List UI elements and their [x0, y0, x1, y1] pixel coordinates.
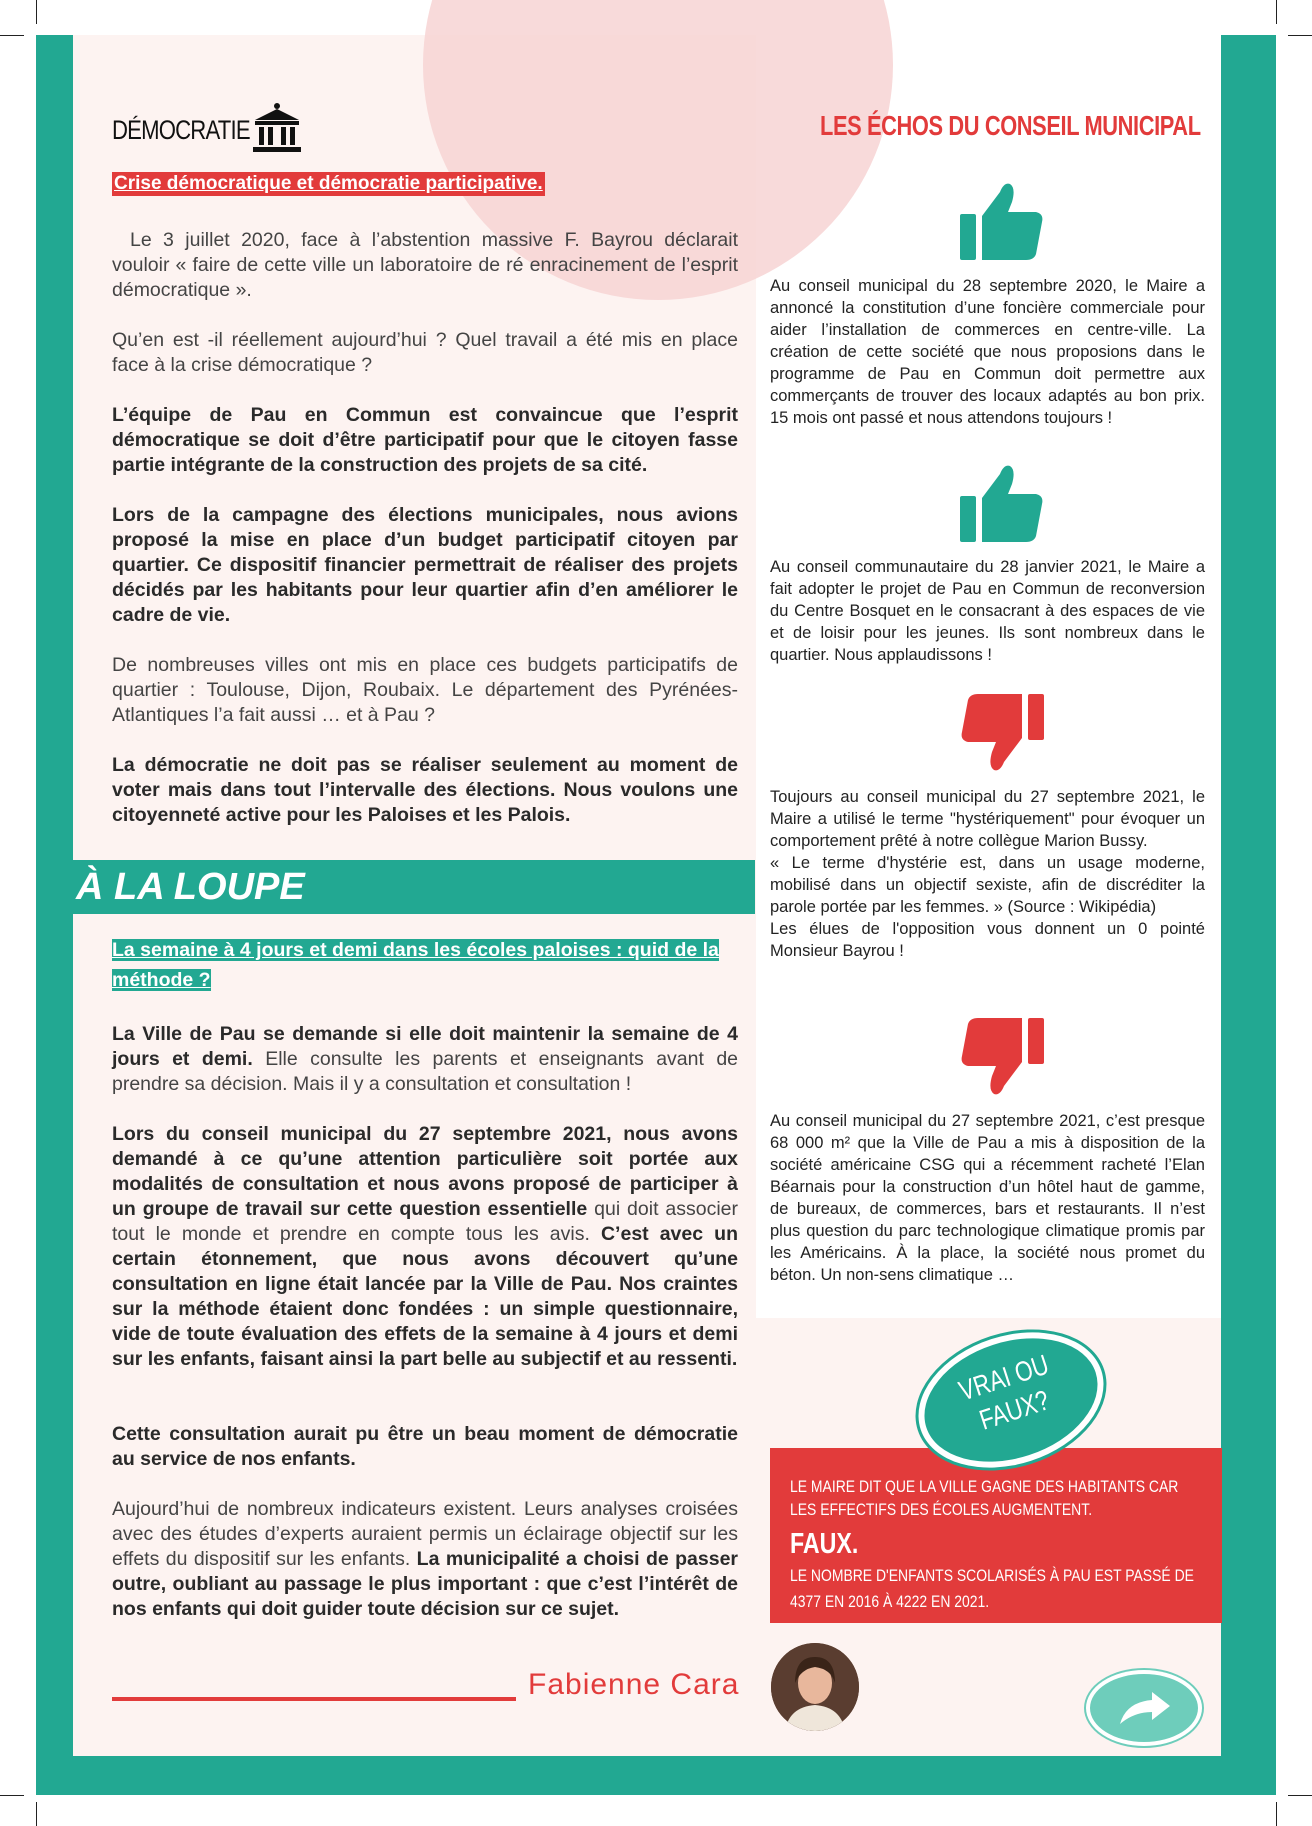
echo-text: Au conseil municipal du 27 septembre 2021, c’est presque 68 000 m² que la Ville de Pau a mis à disposition de la société américaine CSG qui a récemment racheté l’Elan Béarnais pour la construction d’un hôtel haut de gamme, de bureaux, de commerces, bars et restaurants. Il n’est plus question du parc technologique climatique promis par les Américains. À la place, la société nous promet du béton. Un non-sens climatique …: [770, 1112, 1205, 1284]
highlight-loupe: [112, 935, 740, 995]
text: Elle consulte les parents et enseignants avant de prendre sa décision. Mais il y a consultation et consultation !: [112, 1048, 739, 1095]
text-bold: La municipalité a choisi de passer outre, oubliant au passage le plus important : que c’est l’intérêt de nos enfants qui doit guider toute décision sur ce sujet.: [112, 1548, 738, 1620]
portrait-image: [771, 1643, 859, 1731]
thumbs-down-icon: [960, 692, 1044, 774]
paragraph-bold: L’équipe de Pau en Commun est convaincue que l’esprit démocratique se doit d’être participatif pour que le citoyen fasse partie intégrante de la construction des projets de sa cité.: [112, 404, 738, 476]
section-title-democratie: DÉMOCRATIE: [112, 115, 250, 145]
crop-mark: [1276, 1802, 1277, 1826]
text-bold: C’est avec un certain étonnement, que nous avons découvert qu’une consultation en ligne était lancée par la Ville de Pau. Nos craintes sur la méthode étaient donc fondées : un simple questionnaire, vide de toute évaluation des effets de la semaine à 4 jours et demi sur les enfants, faisant ainsi la part belle au subjectif et au ressenti.: [112, 1223, 738, 1370]
paragraph-bold: Cette consultation aurait pu être un beau moment de démocratie au service de nos enfants.: [112, 1423, 738, 1470]
highlight-democratie: Crise démocratique et démocratie participative.: [114, 173, 543, 194]
paragraph: [112, 1497, 738, 1622]
paragraph: [112, 1122, 738, 1372]
crop-mark: [36, 0, 37, 24]
loupe-title: À LA LOUPE: [76, 866, 305, 908]
text: qui doit associer tout le monde et prendre en compte tous les avis.: [112, 1198, 738, 1245]
paragraph: Qu’en est -il réellement aujourd’hui ? Quel travail a été mis en place face à la crise démocratique ?: [112, 329, 738, 376]
thumbs-down-icon: [960, 1016, 1044, 1098]
crop-mark: [36, 1802, 37, 1826]
signature-line: [112, 1697, 516, 1701]
echos-title: LES ÉCHOS DU CONSEIL MUNICIPAL: [820, 110, 1201, 141]
crop-mark: [0, 35, 24, 36]
thumbs-up-icon: [960, 180, 1044, 262]
crop-mark: [1288, 1795, 1312, 1796]
vrai-faux-answer: LE NOMBRE D'ENFANTS SCOLARISÉS À PAU EST PASSÉ DE 4377 EN 2016 À 4222 EN 2021.: [790, 1566, 1194, 1611]
arrow-right-icon: [1086, 1670, 1202, 1746]
crop-mark: [0, 1795, 24, 1796]
building-columns-icon: [253, 102, 301, 154]
vrai-faux-badge-text: VRAI OU FAUX?: [955, 1348, 1053, 1436]
vrai-faux-question: LE MAIRE DIT QUE LA VILLE GAGNE DES HABITANTS CAR LES EFFECTIFS DES ÉCOLES AUGMENTENT.: [790, 1477, 1179, 1519]
paragraph-bold: Lors de la campagne des élections municipales, nous avions proposé la mise en place d’un budget participatif citoyen par quartier. Ce dispositif financier permettrait de réaliser des projets décidés par les habitants pour leur quartier afin d’en améliorer le cadre de vie.: [112, 504, 738, 626]
paragraph: Le 3 juillet 2020, face à l’abstention massive F. Bayrou déclarait vouloir « faire de cette ville un laboratoire de ré enracinement de l’esprit démocratique ».: [112, 229, 738, 301]
vrai-faux-verdict: FAUX.: [790, 1528, 859, 1560]
text-bold: La Ville de Pau se demande si elle doit maintenir la semaine de 4 jours et demi.: [112, 1023, 738, 1070]
signature: Fabienne Cara: [528, 1668, 740, 1701]
paragraph-bold: La démocratie ne doit pas se réaliser seulement au moment de voter mais dans tout l’intervalle des élections. Nous voulons une citoyenneté active pour les Paloises et les Palois.: [112, 754, 738, 826]
text-bold: Lors du conseil municipal du 27 septembre 2021, nous avons demandé à ce qu’une attention particulière soit portée aux modalités de consultation et nous avons proposé de participer à un groupe de travail sur cette question essentielle: [112, 1123, 738, 1220]
echo-text: Au conseil municipal du 28 septembre 2020, le Maire a annoncé la constitution d’une foncière commerciale pour aider l’installation de commerces en centre-ville. La création de cette société que nous proposions dans le programme de Pau en Commun doit permettre aux commerçants de trouver des locaux adaptés au bon prix. 15 mois ont passé et nous attendons toujours !: [770, 277, 1205, 427]
echo-text: Toujours au conseil municipal du 27 septembre 2021, le Maire a utilisé le terme "hystériquement" pour évoquer un comportement prêté à notre collègue Marion Bussy. « Le terme d'hystérie est, dans un usage moderne, mobilisé dans un objectif sexiste, afin de discréditer la parole portée par les femmes. » (Source : Wikipédia) Les élues de l'opposition vous donnent un 0 pointé Monsieur Bayrou !: [770, 788, 1205, 960]
crop-mark: [1288, 35, 1312, 36]
paragraph: [112, 1022, 738, 1097]
paragraph: De nombreuses villes ont mis en place ces budgets participatifs de quartier : Toulouse, Dijon, Roubaix. Le département des Pyrénées-Atlantiques l’a fait aussi … et à Pau ?: [112, 654, 738, 726]
avatar: [771, 1643, 859, 1731]
crop-mark: [1276, 0, 1277, 24]
highlight-loupe-text: La semaine à 4 jours et demi dans les écoles paloises : quid de la méthode ?: [112, 939, 719, 991]
next-arrow-button[interactable]: [1086, 1670, 1202, 1746]
echo-text: Au conseil communautaire du 28 janvier 2021, le Maire a fait adopter le projet de Pau en Commun de reconversion du Centre Bosquet en le consacrant à des espaces de vie et de loisir pour les jeunes. Ils sont nombreux dans le quartier. Nous applaudissons !: [770, 558, 1205, 664]
text: Aujourd’hui de nombreux indicateurs existent. Leurs analyses croisées avec des études d’experts auraient permis un éclairage objectif sur les effets du dispositif sur les enfants.: [112, 1498, 738, 1570]
thumbs-up-icon: [960, 462, 1044, 544]
